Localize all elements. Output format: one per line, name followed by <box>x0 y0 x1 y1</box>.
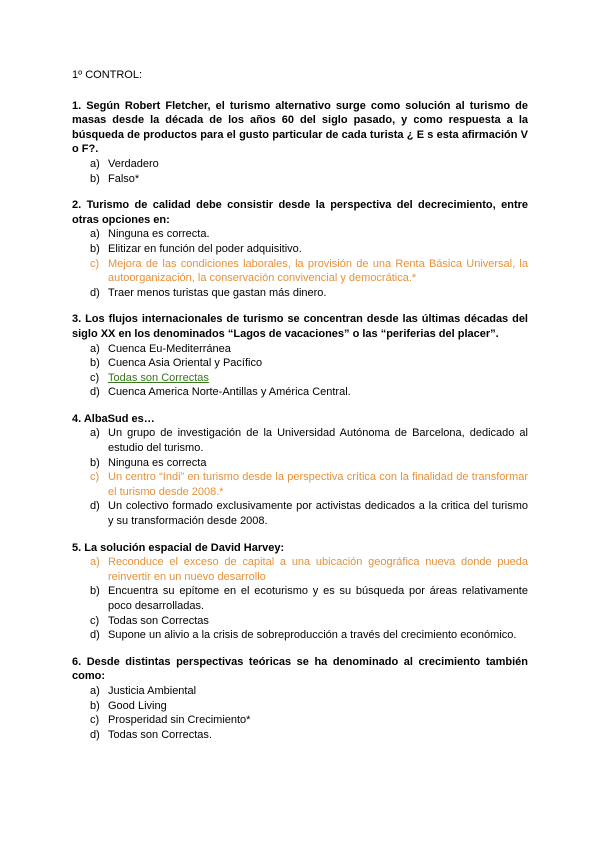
option-list <box>72 227 528 300</box>
option-item: b) Cuenca Asia Oriental y Pacífico <box>90 357 263 370</box>
option-item: a) Verdadero <box>90 157 159 170</box>
option-item-highlighted: a) Reconduce el exceso de capital a una ubicación geográfica nueva donde pueda reinvertir en un nuevo desarrollo <box>90 556 528 583</box>
option-item: d) Supone un alivio a la crisis de sobreproducción a través del crecimiento económico. <box>90 629 517 642</box>
question-text: 5. La solución espacial de David Harvey: <box>72 541 285 554</box>
question-1 <box>72 99 528 187</box>
question-2 <box>72 198 528 300</box>
option-item: a) Justicia Ambiental <box>90 684 197 697</box>
option-list <box>72 426 528 528</box>
option-item-highlighted: c) Un centro “Indi” en turismo desde la perspectiva crítica con la finalidad de transformar el turismo desde 2008.* <box>90 471 528 498</box>
option-item: b) Encuentra su epítome en el ecoturismo y es su búsqueda por áreas relativamente poco desarrolladas. <box>90 585 528 612</box>
option-item: a) Cuenca Eu-Mediterránea <box>90 342 231 355</box>
option-item-highlighted: c) Mejora de las condiciones laborales, la provisión de una Renta Básica Universal, la autoorganización, la conservación convivencial y democrática.* <box>90 257 528 285</box>
question-3 <box>72 312 528 400</box>
option-list <box>72 157 528 186</box>
option-item: d) Todas son Correctas. <box>90 728 212 741</box>
option-list <box>72 684 528 742</box>
option-item: d) Un colectivo formado exclusivamente por activistas dedicados a la critica del turismo y su transformación desde 2008. <box>90 500 528 528</box>
question-4 <box>72 412 528 529</box>
question-5 <box>72 541 528 643</box>
question-6 <box>72 655 528 743</box>
option-list <box>72 555 528 643</box>
option-list <box>72 342 528 400</box>
question-text: 1. Según Robert Fletcher, el turismo alternativo surge como solución al turismo de masas desde la década de los años 60 del siglo pasado, y como respuesta a la búsqueda de productos para el gusto particular de cada turista ¿ E s esta afirmación V o F?. <box>72 99 528 156</box>
option-item: d) Cuenca America Norte-Antillas y América Central. <box>90 386 351 399</box>
option-item: d) Traer menos turistas que gastan más dinero. <box>90 286 327 299</box>
option-item: c) Todas son Correctas <box>90 614 209 627</box>
option-item: b) Ninguna es correcta <box>90 456 207 469</box>
question-text: 4. AlbaSud es… <box>72 412 155 425</box>
option-item: a) Ninguna es correcta. <box>90 228 210 241</box>
question-text: 2. Turismo de calidad debe consistir desde la perspectiva del decrecimiento, entre otras opciones en: <box>72 199 528 226</box>
option-item: b) Elitizar en función del poder adquisitivo. <box>90 242 302 255</box>
question-text: 6. Desde distintas perspectivas teóricas se ha denominado al crecimiento también como: <box>72 655 528 683</box>
document-title: 1º CONTROL: <box>72 69 143 81</box>
option-item: a) Un grupo de investigación de la Universidad Autónoma de Barcelona, dedicado al estudio del turismo. <box>90 427 528 455</box>
option-item: c) Prosperidad sin Crecimiento* <box>90 714 251 727</box>
option-item: b) Good Living <box>90 699 167 712</box>
question-text: 3. Los flujos internacionales de turismo se concentran desde las últimas décadas del siglo XX en los denominados “Lagos de vacaciones” o las “periferias del placer”. <box>72 313 528 340</box>
option-item-highlighted: c) Todas son Correctas <box>90 371 209 384</box>
option-item: b) Falso* <box>90 172 140 185</box>
